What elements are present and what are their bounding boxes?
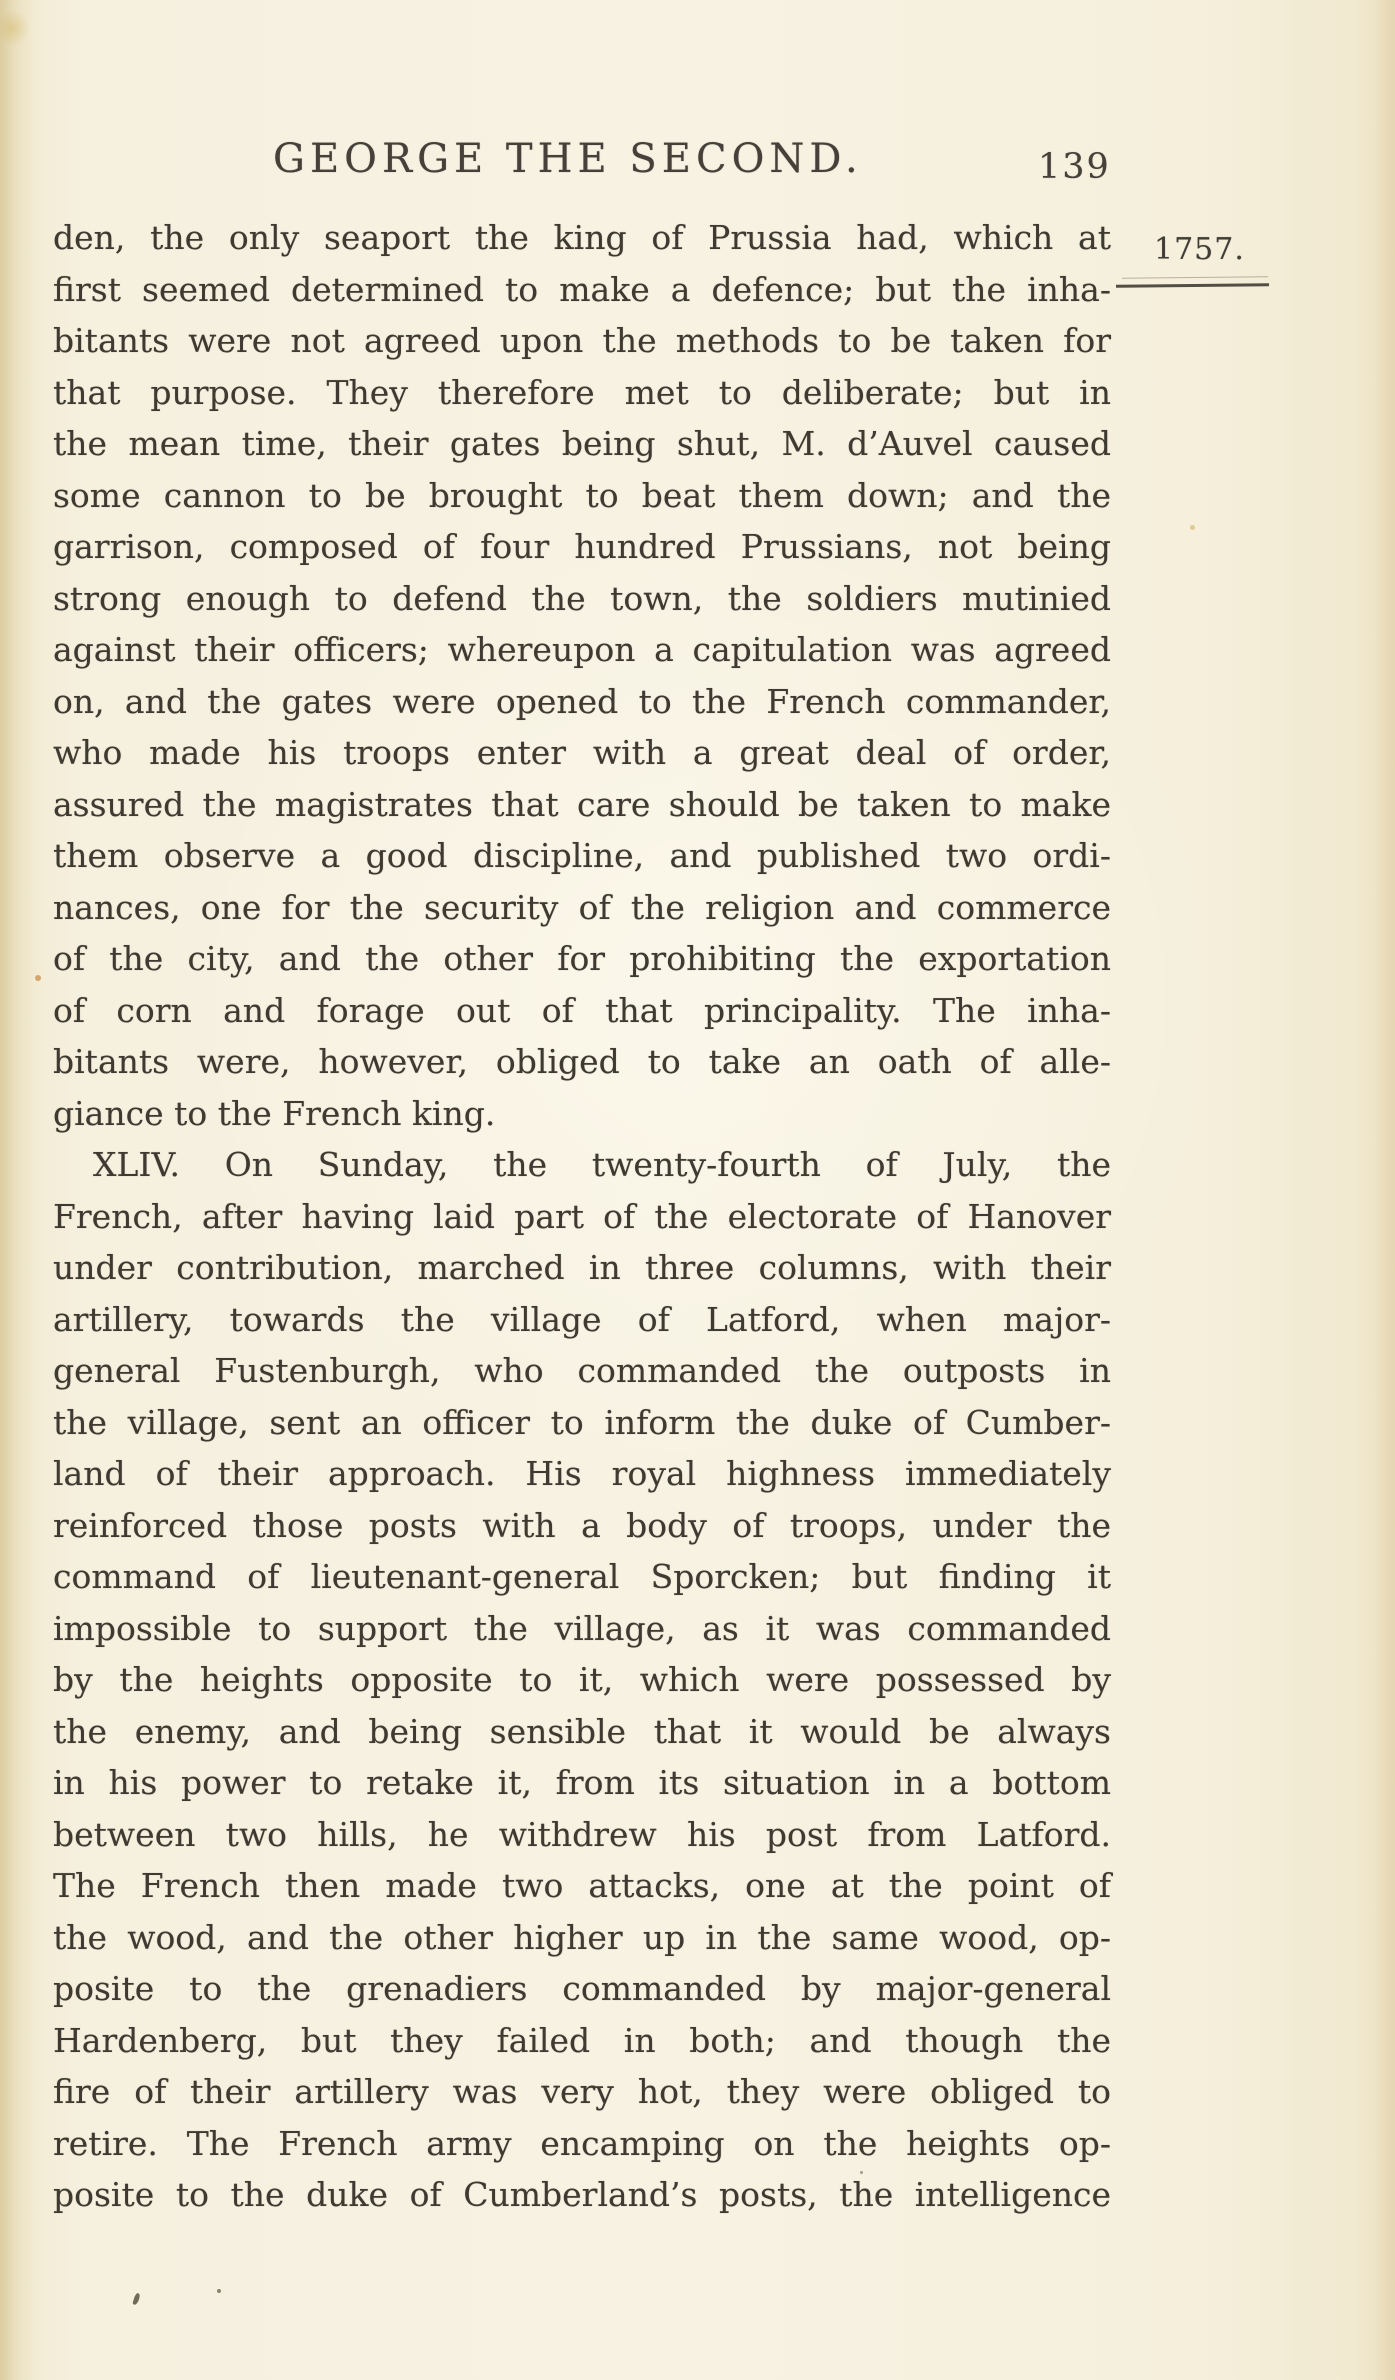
paper-speck [217, 2289, 221, 2293]
text-line: Hardenberg, but they failed in both; and though the [53, 2020, 1111, 2060]
text-line: some cannon to be brought to beat them down; and the [53, 475, 1111, 515]
text-line: den, the only seaport the king of Prussia had, which at [53, 218, 1111, 257]
text-line: artillery, towards the village of Latford, when major- [53, 1299, 1111, 1339]
text-line: bitants were, however, obliged to take an oath of alle- [53, 1042, 1111, 1081]
text-line: garrison, composed of four hundred Prussians, not being [53, 527, 1111, 566]
margin-year-note: 1757. [1154, 232, 1245, 267]
text-line: them observe a good discipline, and published two ordi- [53, 836, 1111, 875]
text-line: of the city, and the other for prohibiting the exportation [53, 939, 1111, 978]
text-line: general Fustenburgh, who commanded the outposts in [53, 1351, 1111, 1390]
text-line: in his power to retake it, from its situation in a bottom [53, 1763, 1111, 1802]
text-line: the enemy, and being sensible that it would be always [53, 1711, 1111, 1751]
text-line: under contribution, marched in three columns, with their [53, 1248, 1111, 1287]
text-line: retire. The French army encamping on the heights op- [53, 2123, 1111, 2163]
paper-speck [132, 2293, 140, 2306]
text-line: of corn and forage out of that principality. The inha- [53, 990, 1111, 1030]
text-line: between two hills, he withdrew his post from Latford. [53, 1814, 1111, 1854]
text-line: impossible to support the village, as it was commanded [53, 1608, 1111, 1648]
text-line: command of lieutenant-general Sporcken; but finding it [53, 1557, 1111, 1596]
text-line: by the heights opposite to it, which were possessed by [53, 1660, 1111, 1699]
text-line: first seemed determined to make a defence; but the inha- [53, 269, 1111, 309]
page-edge-shading [1373, 0, 1395, 2380]
text-line: bitants were not agreed upon the methods to be taken for [53, 321, 1111, 360]
text-line: the village, sent an officer to inform the duke of Cumber- [53, 1402, 1111, 1442]
running-header-title: GEORGE THE SECOND. [273, 136, 863, 182]
body-text [53, 212, 1111, 2221]
text-line: fire of their artillery was very hot, they were obliged to [53, 2072, 1111, 2111]
text-line: land of their approach. His royal highness immediately [53, 1454, 1111, 1493]
text-line: who made his troops enter with a great deal of order, [53, 733, 1111, 772]
text-line: posite to the duke of Cumberland’s posts, the intelligence [53, 2175, 1111, 2214]
margin-rule-faint [1122, 276, 1268, 279]
text-line: the wood, and the other higher up in the same wood, op- [53, 1917, 1111, 1957]
text-line: the mean time, their gates being shut, M. d’Auvel caused [53, 424, 1111, 463]
text-line: strong enough to defend the town, the soldiers mutinied [53, 578, 1111, 618]
page-gutter-shading [0, 0, 34, 2380]
text-line: giance to the French king. [53, 1093, 496, 1133]
text-line: reinforced those posts with a body of troops, under the [53, 1505, 1111, 1545]
margin-rule [1116, 283, 1269, 287]
paper-speck [1190, 525, 1195, 530]
text-line: posite to the grenadiers commanded by major-general [53, 1969, 1111, 2008]
text-line: assured the magistrates that care should be taken to make [53, 784, 1111, 824]
text-line: XLIV. On Sunday, the twenty-fourth of July, the [93, 1145, 1111, 1184]
page-number: 139 [1038, 147, 1111, 187]
text-line: The French then made two attacks, one at the point of [53, 1866, 1111, 1905]
text-line: that purpose. They therefore met to deliberate; but in [53, 372, 1111, 412]
text-line: on, and the gates were opened to the French commander, [53, 681, 1111, 721]
paper-speck [35, 975, 41, 981]
text-line: nances, one for the security of the religion and commerce [53, 887, 1111, 927]
text-line: French, after having laid part of the electorate of Hanover [53, 1196, 1111, 1236]
text-line: against their officers; whereupon a capitulation was agreed [53, 630, 1111, 669]
